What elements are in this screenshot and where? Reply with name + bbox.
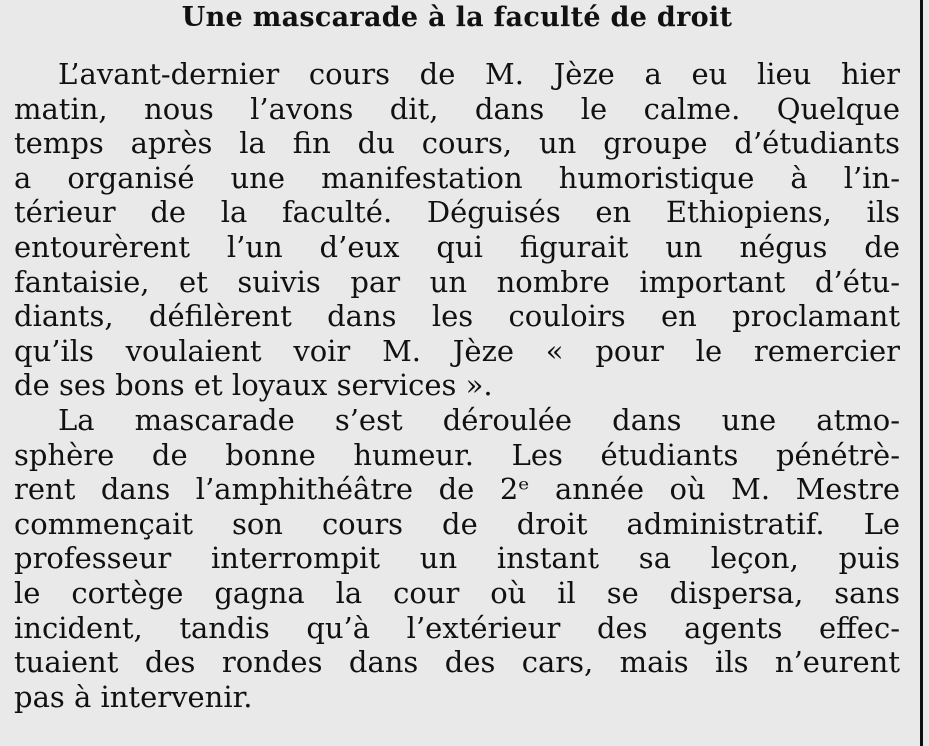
paragraph-line: pas à intervenir. [14, 679, 253, 714]
paragraph-line: térieur de la faculté. Déguisés en Ethiopiens, ils [14, 195, 900, 230]
paragraph-line: professeur interrompit un instant sa leçon, puis [14, 541, 900, 576]
paragraph-line: rent dans l’amphithéâtre de 2ᵉ année où M. Mestre [14, 472, 900, 507]
paragraph-line: le cortège gagna la cour où il se dispersa, sans [14, 575, 900, 610]
paragraph-line: qu’ils voulaient voir M. Jèze « pour le remercier [14, 333, 900, 368]
article [14, 0, 900, 714]
paragraph-line: sphère de bonne humeur. Les étudiants pénétrè- [14, 437, 900, 472]
paragraph-line: La mascarade s’est déroulée dans une atmo- [58, 402, 900, 437]
paragraph-line: diants, défilèrent dans les couloirs en proclamant [14, 299, 900, 334]
paragraph-line: L’avant-dernier cours de M. Jèze a eu lieu hier [58, 57, 900, 91]
paragraph-line: matin, nous l’avons dit, dans le calme. Quelque [14, 91, 900, 126]
paragraph-line: a organisé une manifestation humoristique à l’in- [14, 160, 900, 195]
article-headline: Une mascarade à la faculté de droit [181, 2, 733, 33]
paragraph-1 [14, 57, 900, 403]
paragraph-line: de ses bons et loyaux services ». [14, 368, 493, 403]
paragraph-line: commençait son cours de droit administratif. Le [14, 506, 900, 541]
paragraph-line: entourèrent l’un d’eux qui figurait un négus de [14, 229, 900, 264]
paragraph-line: temps après la fin du cours, un groupe d’étudiants [14, 126, 900, 161]
paragraph-2 [14, 403, 900, 714]
column-rule [920, 0, 923, 746]
paragraph-line: incident, tandis qu’à l’extérieur des agents effec- [14, 610, 900, 645]
paragraph-line: tuaient des rondes dans des cars, mais ils n’eurent [14, 645, 900, 680]
paragraph-line: fantaisie, et suivis par un nombre important d’étu- [14, 264, 900, 299]
